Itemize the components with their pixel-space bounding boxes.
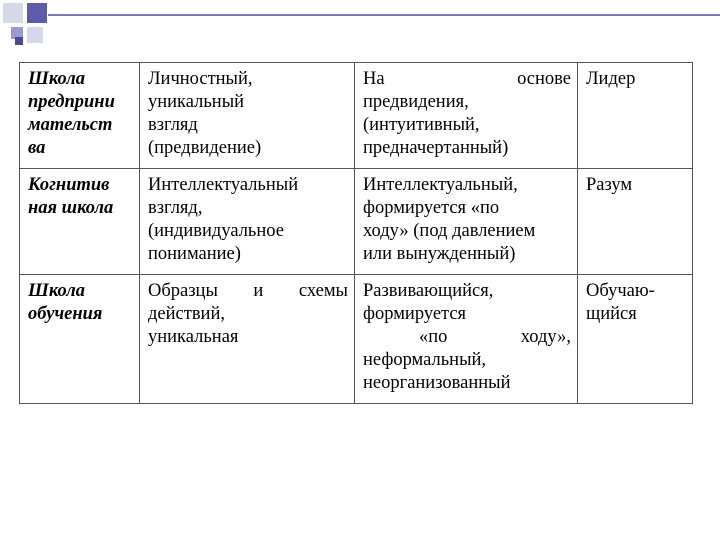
- cell-line: взгляд,: [148, 198, 203, 218]
- cell-line: Школа: [28, 281, 86, 301]
- formation-cell: [355, 275, 578, 404]
- cell-line: щийся: [586, 304, 637, 324]
- cell-line: «по ходу»,: [419, 327, 571, 347]
- cell-line: формируется: [363, 304, 467, 324]
- cell-line: (предвидение): [148, 138, 262, 158]
- cell-line: действий,: [148, 304, 225, 324]
- cell-line: уникальный: [148, 92, 245, 112]
- cell-line: Образцы и схемы: [148, 281, 348, 301]
- formation-cell: [355, 169, 578, 275]
- cell-line: ная школа: [28, 198, 114, 218]
- schools-table-container: [19, 62, 692, 404]
- subject-cell: [578, 63, 693, 169]
- cell-line: На основе: [363, 69, 571, 89]
- corner-decoration: [0, 0, 720, 60]
- school-cell: [20, 63, 140, 169]
- cell-line: взгляд: [148, 115, 198, 135]
- cell-line: (интуитивный,: [363, 115, 480, 135]
- formation-cell: [355, 63, 578, 169]
- cell-line: неорганизованный: [363, 373, 511, 393]
- cell-line: ва: [28, 138, 46, 158]
- school-cell: [20, 169, 140, 275]
- cell-line: предвидения,: [363, 92, 469, 112]
- view-cell: [140, 63, 355, 169]
- cell-line: или вынужденный): [363, 244, 516, 264]
- view-cell: [140, 169, 355, 275]
- view-cell: [140, 275, 355, 404]
- cell-line: предначертанный): [363, 138, 509, 158]
- cell-line: Интеллектуальный: [148, 175, 299, 195]
- cell-line: Когнитив: [28, 175, 110, 195]
- deco-square: [27, 27, 43, 43]
- table-row: [20, 63, 693, 169]
- cell-line: обучения: [28, 304, 103, 324]
- cell-line: мательст: [28, 115, 113, 135]
- cell-line: Интеллектуальный,: [363, 175, 518, 195]
- deco-rule: [48, 14, 720, 16]
- cell-line: (индивидуальное: [148, 221, 284, 241]
- table-row: [20, 275, 693, 404]
- cell-line: неформальный,: [363, 350, 487, 370]
- subject-cell: [578, 275, 693, 404]
- cell-line: Личностный,: [148, 69, 253, 89]
- cell-line: уникальная: [148, 327, 239, 347]
- cell-line: Школа: [28, 69, 86, 89]
- schools-table: [19, 62, 693, 404]
- cell-line: ходу» (под давлением: [363, 221, 536, 241]
- subject-cell: [578, 169, 693, 275]
- cell-line: Развивающийся,: [363, 281, 494, 301]
- table-row: [20, 169, 693, 275]
- cell-line: предприни: [28, 92, 115, 112]
- cell-line: формируется «по: [363, 198, 500, 218]
- cell-line: Лидер: [586, 69, 636, 89]
- school-cell: [20, 275, 140, 404]
- cell-line: Обучаю-: [586, 281, 655, 301]
- deco-square: [27, 3, 47, 23]
- cell-line: Разум: [586, 175, 633, 195]
- cell-line: понимание): [148, 244, 241, 264]
- deco-square: [3, 3, 23, 23]
- deco-square: [15, 37, 23, 45]
